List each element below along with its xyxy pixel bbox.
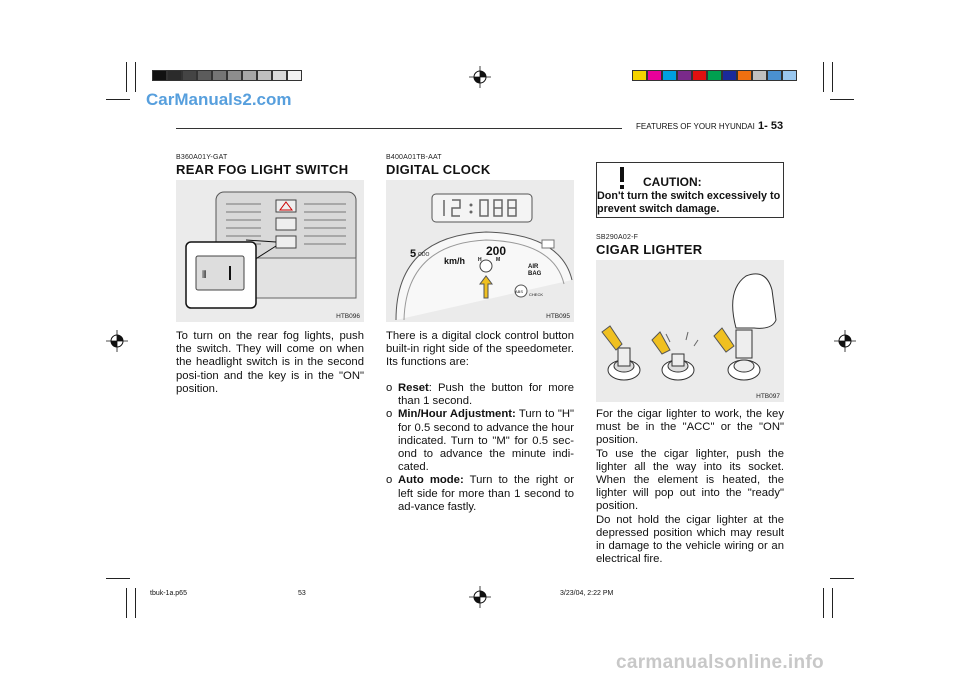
page-number: 1- 53: [758, 120, 784, 132]
calibration-swatch: [752, 70, 767, 81]
crop-mark: [135, 588, 136, 618]
crop-mark: [832, 62, 833, 92]
bullet-marker: o: [386, 474, 393, 487]
rear-fog-switch-figure: [176, 180, 364, 322]
registration-target-icon: [106, 330, 128, 352]
figure-code: HTB097: [756, 393, 780, 400]
calibration-swatch: [737, 70, 752, 81]
calibration-swatch: [182, 70, 197, 81]
calibration-swatch: [677, 70, 692, 81]
calibration-swatch: [707, 70, 722, 81]
hour-label: H: [478, 257, 482, 263]
crop-mark: [106, 99, 130, 100]
crop-mark: [823, 588, 824, 618]
grayscale-bars: [152, 70, 302, 81]
bullet-marker: o: [386, 382, 393, 394]
cigar-lighter-illustration: [596, 260, 784, 402]
footer-page: 53: [298, 590, 306, 597]
item-label: Auto mode:: [398, 474, 464, 487]
calibration-swatch: [212, 70, 227, 81]
calibration-swatch: [197, 70, 212, 81]
calibration-swatch: [287, 70, 302, 81]
calibration-swatch: [257, 70, 272, 81]
caution-title: CAUTION:: [643, 175, 702, 189]
crop-mark: [126, 588, 127, 618]
item-text: Turn to "H" for 0.5 second to advance the hour indicated. Turn to "M" for 0.5 sec-ond to advance the minute indi-cated.: [398, 408, 574, 474]
item-text: Turn to the right or left side for more than 1 second to ad-vance fastly.: [398, 474, 574, 513]
crop-mark: [830, 578, 854, 579]
calibration-swatch: [647, 70, 662, 81]
crop-mark: [830, 99, 854, 100]
odo-label: ODO: [418, 252, 430, 258]
section-title: DIGITAL CLOCK: [386, 162, 491, 177]
watermark-top[interactable]: CarManuals2.com: [146, 90, 292, 109]
crop-mark: [106, 578, 130, 579]
footer-date: 3/23/04, 2:22 PM: [560, 590, 614, 597]
calibration-swatch: [152, 70, 167, 81]
kmh-label: km/h: [444, 256, 466, 266]
abs-label: ABS: [515, 289, 524, 294]
function-list: [386, 382, 574, 514]
calibration-swatch: [692, 70, 707, 81]
calibration-swatch: [767, 70, 782, 81]
caution-text: Don't turn the switch excessively to prevent switch damage.: [597, 190, 781, 215]
speed-label: 200: [486, 244, 507, 258]
bullet-marker: o: [386, 408, 393, 421]
item-text: : Push the button for more than 1 second.: [398, 382, 574, 408]
speed-mark: 5: [410, 248, 417, 260]
item-label: Min/Hour Adjustment:: [398, 408, 516, 421]
registration-target-icon: [469, 66, 491, 88]
calibration-swatch: [167, 70, 182, 81]
registration-target-icon: [469, 586, 491, 608]
watermark-bottom[interactable]: carmanualsonline.info: [616, 652, 824, 673]
section-code: SB290A02-F: [596, 234, 639, 241]
figure-code: HTB096: [336, 313, 360, 320]
calibration-swatch: [632, 70, 647, 81]
cigar-lighter-figure: [596, 260, 784, 402]
calibration-swatch: [782, 70, 797, 81]
section-code: B360A01Y-GAT: [176, 154, 228, 161]
calibration-swatch: [227, 70, 242, 81]
section-title: CIGAR LIGHTER: [596, 242, 703, 257]
header-section: FEATURES OF YOUR HYUNDAI: [636, 122, 755, 131]
crop-mark: [823, 62, 824, 92]
crop-mark: [135, 62, 136, 92]
body-text: To turn on the rear fog lights, push the switch. They will come on when the headlight switch is in the second posi-tion and the key is in the "ON" position.: [176, 330, 364, 395]
crop-mark: [126, 62, 127, 92]
list-item: [386, 408, 574, 474]
section-code: B400A01TB-AAT: [386, 154, 442, 161]
crop-mark: [832, 588, 833, 618]
body-text: For the cigar lighter to work, the key must be in the "ACC" or the "ON" position. To use the cigar lighter, push the lighter all the way into its socket. When the element is heated, the lighter will pop out into the "ready" position. Do not hold the cigar lighter at the depressed position which may result in damage to the vehicle wiring or an electrical fire.: [596, 408, 784, 566]
list-item: [386, 382, 574, 408]
caution-box: [596, 162, 784, 218]
calibration-swatch: [242, 70, 257, 81]
list-item: [386, 474, 574, 514]
calibration-swatch: [662, 70, 677, 81]
section-title: REAR FOG LIGHT SWITCH: [176, 162, 349, 177]
intro-text: There is a digital clock control button built-in right side of the speedometer. Its functions are:: [386, 330, 574, 369]
header-rule: [176, 128, 622, 129]
airbag-label: AIR BAG: [528, 264, 542, 277]
color-bars: [632, 70, 797, 81]
registration-target-icon: [834, 330, 856, 352]
calibration-swatch: [272, 70, 287, 81]
footer-file: tbuk-1a.p65: [150, 590, 187, 597]
item-label: Reset: [398, 382, 429, 394]
svg-text:⦀: ⦀: [202, 270, 207, 281]
check-label: CHECK: [529, 292, 544, 297]
digital-clock-figure: [386, 180, 574, 322]
fog-switch-illustration: [176, 180, 364, 322]
minute-label: M: [496, 257, 501, 263]
calibration-swatch: [722, 70, 737, 81]
figure-code: HTB095: [546, 313, 570, 320]
warning-triangle-icon: [609, 165, 635, 191]
